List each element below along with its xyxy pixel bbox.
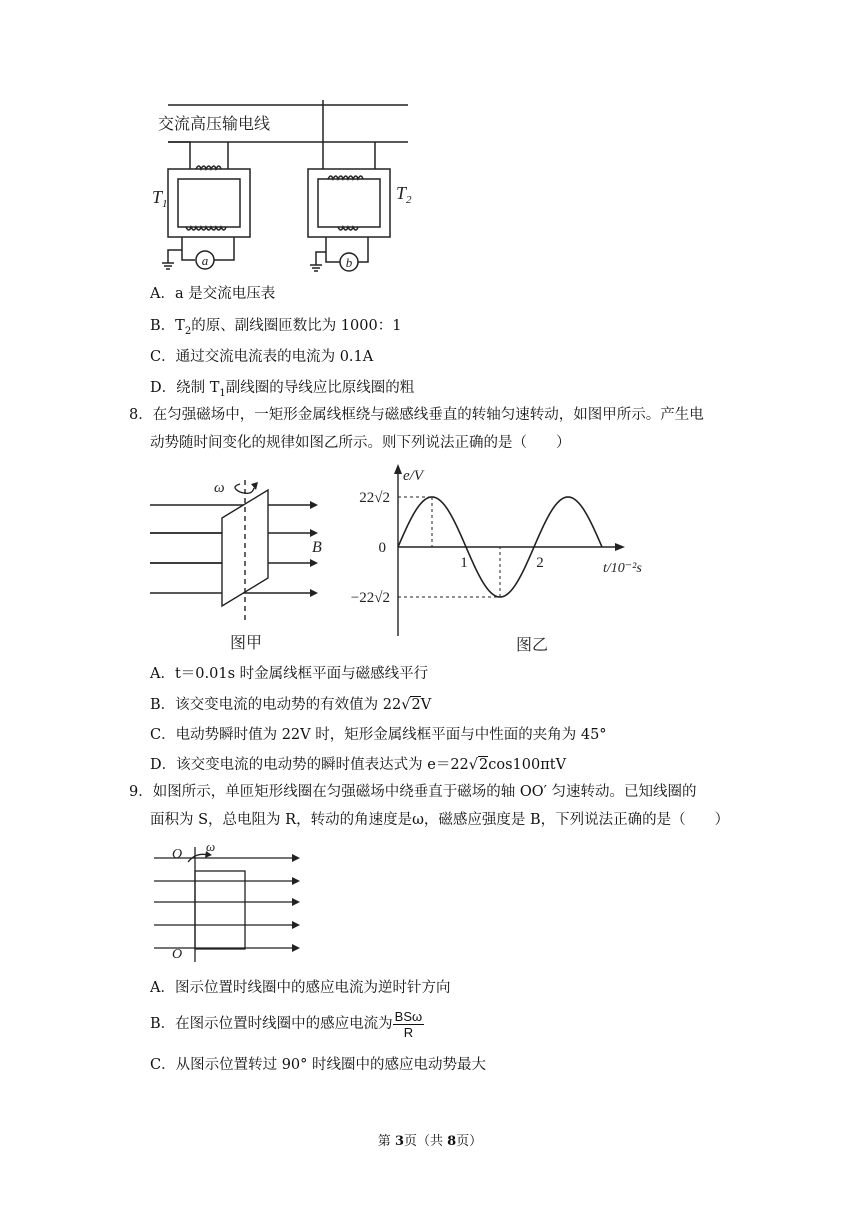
q9-option-b: B．在图示位置时线圈中的感应电流为 $\frac{\text{BSω}}{R}$ [150, 1008, 423, 1040]
meter-a-label: a [201, 253, 209, 268]
q7-option-a: A．a 是交流电压表 [150, 286, 276, 302]
fig-a-caption: 图甲 [230, 635, 263, 652]
q9-coil-figure [150, 840, 310, 965]
q8-stem: 8．在匀强磁场中，一矩形金属线框绕与磁感线垂直的转轴匀速转动，如图甲所示。产生电 动势随时间变化的规律如图乙所示。则下列说法正确的是（ ） [129, 407, 704, 451]
x-axis-arrow [615, 543, 625, 551]
b-field-label: B [312, 539, 322, 556]
q8-figure-a [140, 470, 340, 660]
q9-option-a: A．图示位置时线圈中的感应电流为逆时针方向 [150, 980, 451, 996]
current-fraction: $\frac{\text{BSω}}{R}$ [394, 1008, 423, 1040]
q8-emf-chart [335, 460, 680, 660]
t2-label: $T_2$ [396, 183, 412, 206]
transformer-figure [150, 95, 420, 275]
omega-label: ω [206, 840, 216, 854]
fig-b-caption: 图乙 [516, 637, 549, 654]
q9-option-c: C．从图示位置转过 90° 时线圈中的感应电动势最大 [150, 1057, 487, 1073]
q8-option-d: D．该交变电流的电动势的瞬时值表达式为 e＝22√2cos100πtV [150, 757, 567, 773]
omega-label: ω [214, 480, 225, 496]
x-axis-label: t/10⁻²s [603, 561, 642, 576]
q8-option-c: C．电动势瞬时值为 22V 时，矩形金属线框平面与中性面的夹角为 45° [150, 727, 607, 743]
y-axis-arrow [394, 464, 402, 474]
q7-option-b: B．$T_2$的原、副线圈匝数比为 1000：1 [150, 318, 402, 337]
x-tick-2: 2 [536, 555, 544, 571]
x-tick-1: 1 [460, 555, 468, 571]
o-bottom-label: O [172, 947, 183, 962]
q9-stem: 9．如图所示，单匝矩形线圈在匀强磁场中绕垂直于磁场的轴 OO′ 匀速转动。已知线圈的 面积为 S，总电阻为 R，转动的角速度是ω，磁感应强度是 B，下列说法正确的是（ ） [129, 784, 730, 828]
meter-b-label: b [345, 255, 353, 270]
q8-option-a: A．t＝0.01s 时金属线框平面与磁感线平行 [150, 666, 429, 682]
t1-label: $T_1$ [152, 187, 168, 210]
y-tick-zero: 0 [378, 540, 386, 556]
y-tick-min: −22√2 [350, 590, 390, 606]
y-axis-label: e/V [403, 468, 423, 484]
o-top-label: O [172, 847, 183, 862]
page-footer: 第 3页（共 8页） [377, 1134, 483, 1149]
q8-option-b: B．该交变电流的电动势的有效值为 22√2V [150, 697, 432, 713]
y-tick-max: 22√2 [359, 490, 390, 506]
q7-option-d: D．绕制 $T_1$副线圈的导线应比原线圈的粗 [150, 380, 415, 399]
q7-option-c: C．通过交流电流表的电流为 0.1A [150, 349, 374, 365]
line-label: 交流高压输电线 [158, 116, 271, 133]
